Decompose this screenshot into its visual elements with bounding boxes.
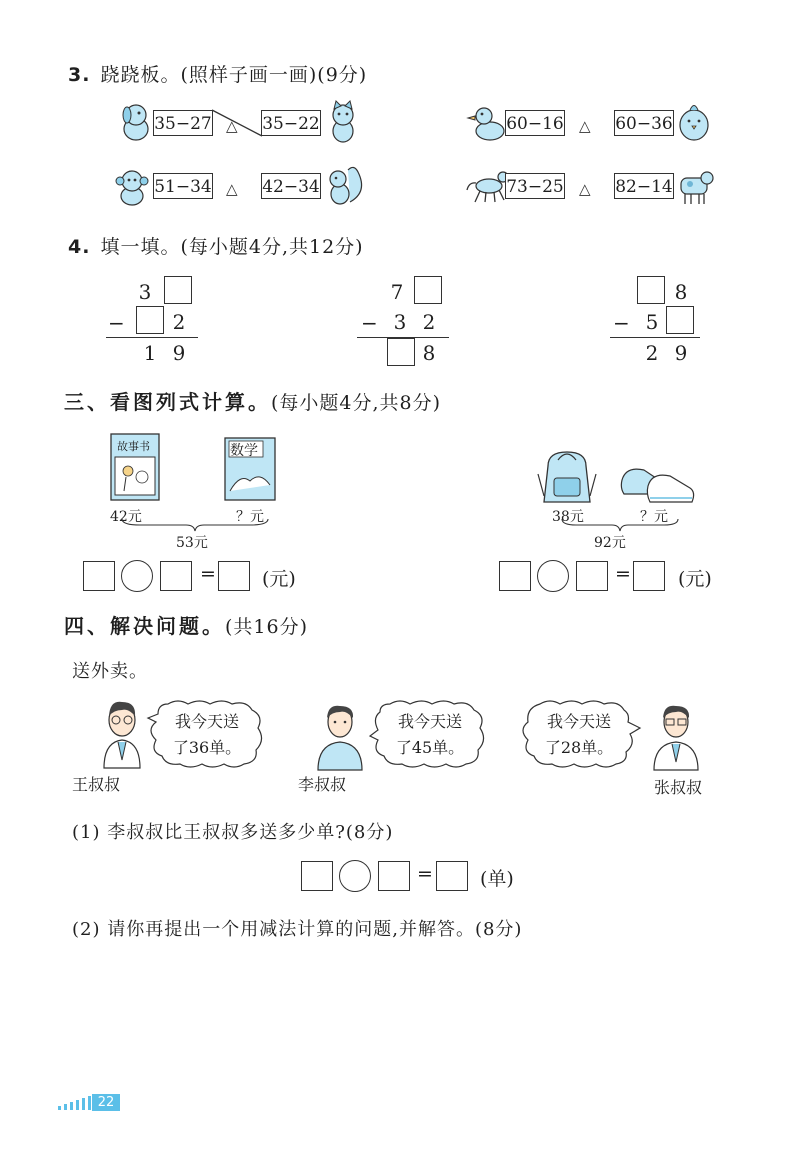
uncle-wang-icon <box>98 698 146 770</box>
cat-icon <box>325 101 361 143</box>
blank-box[interactable] <box>414 276 442 304</box>
expr-box: 35−27 <box>153 110 213 136</box>
operator-circle[interactable] <box>339 860 371 892</box>
triangle-icon: △ <box>226 180 238 198</box>
answer-box[interactable] <box>576 561 608 591</box>
expr-box: 35−22 <box>261 110 321 136</box>
expr-box: 60−16 <box>505 110 565 136</box>
equals-sign: = <box>417 863 433 885</box>
question-1: (1) 李叔叔比王叔叔多送多少单?(8分) <box>72 822 394 843</box>
bar-chart-icon <box>58 1096 92 1110</box>
math-book-title: 数学 <box>230 443 258 459</box>
bubble-text <box>373 709 487 761</box>
cow-icon <box>675 166 715 208</box>
digit: 3 <box>138 280 152 304</box>
blank-box[interactable] <box>637 276 665 304</box>
problem-3-heading: 3. 跷跷板。(照样子画一画)(9分) <box>68 64 368 86</box>
subtraction-line <box>610 337 700 338</box>
unit-label: (单) <box>480 868 514 890</box>
equals-sign: = <box>200 563 216 585</box>
brace-line <box>120 518 270 532</box>
operator-circle[interactable] <box>121 560 153 592</box>
squirrel-icon <box>324 162 364 208</box>
bubble-line: 我今天送 <box>174 712 239 731</box>
answer-box[interactable] <box>499 561 531 591</box>
shoes-icon <box>618 462 698 506</box>
digit: 2 <box>645 341 659 365</box>
digit: 2 <box>422 310 436 334</box>
digit: 2 <box>172 310 186 334</box>
price-label: 38元 <box>552 509 584 525</box>
digit: 9 <box>674 341 688 365</box>
bubble-line: 我今天送 <box>397 712 462 731</box>
expr-box: 73−25 <box>505 173 565 199</box>
duck-icon <box>472 104 506 142</box>
digit: 9 <box>172 341 186 365</box>
expr-box: 42−34 <box>261 173 321 199</box>
digit: 1 <box>143 341 157 365</box>
chick-icon <box>676 101 712 143</box>
answer-box[interactable] <box>378 861 410 891</box>
answer-box[interactable] <box>160 561 192 591</box>
blank-box[interactable] <box>387 338 415 366</box>
equals-sign: = <box>615 563 631 585</box>
blank-box[interactable] <box>164 276 192 304</box>
minus-sign: − <box>361 311 378 335</box>
name-label: 张叔叔 <box>654 778 703 797</box>
expr-box: 51−34 <box>153 173 213 199</box>
expr-box: 60−36 <box>614 110 674 136</box>
uncle-zhang-icon <box>650 702 702 772</box>
answer-box[interactable] <box>436 861 468 891</box>
digit: 7 <box>390 280 404 304</box>
bubble-line: 我今天送 <box>546 712 611 731</box>
operator-circle[interactable] <box>537 560 569 592</box>
brace-line <box>560 518 680 532</box>
section-3-heading: 三、看图列式计算。(每小题4分,共8分) <box>64 390 442 414</box>
intro-text: 送外卖。 <box>72 661 148 682</box>
answer-box[interactable] <box>218 561 250 591</box>
price-label: 42元 <box>110 509 142 525</box>
horse-icon <box>467 168 509 204</box>
bubble-line: 了28单。 <box>544 738 614 757</box>
blank-box[interactable] <box>666 306 694 334</box>
answer-box[interactable] <box>633 561 665 591</box>
answer-box[interactable] <box>301 861 333 891</box>
backpack-icon <box>534 448 600 506</box>
digit: 5 <box>645 310 659 334</box>
price-unknown: ？元 <box>640 509 668 525</box>
subtraction-line <box>106 337 198 338</box>
digit: 8 <box>674 280 688 304</box>
bubble-text <box>150 709 264 761</box>
digit: 8 <box>422 341 436 365</box>
section-4-heading: 四、解决问题。(共16分) <box>64 614 309 638</box>
seesaw-line <box>150 108 325 138</box>
answer-box[interactable] <box>83 561 115 591</box>
minus-sign: − <box>108 311 125 335</box>
digit: 3 <box>393 310 407 334</box>
price-unknown: ？元 <box>236 509 264 525</box>
total-label: 92元 <box>594 535 626 551</box>
page-number: 22 <box>92 1094 120 1111</box>
name-label: 王叔叔 <box>72 775 121 794</box>
total-label: 53元 <box>176 535 208 551</box>
dog-icon <box>118 101 154 143</box>
question-2: (2) 请你再提出一个用减法计算的问题,并解答。(8分) <box>72 919 523 940</box>
triangle-icon: △ <box>226 117 238 135</box>
bubble-text <box>522 709 636 761</box>
triangle-icon: △ <box>579 117 591 135</box>
expr-box: 82−14 <box>614 173 674 199</box>
triangle-icon: △ <box>579 180 591 198</box>
unit-label: (元) <box>262 568 296 590</box>
minus-sign: − <box>613 311 630 335</box>
name-label: 李叔叔 <box>298 775 347 794</box>
blank-box[interactable] <box>136 306 164 334</box>
bubble-line: 了45单。 <box>395 738 465 757</box>
unit-label: (元) <box>678 568 712 590</box>
problem-4-heading: 4. 填一填。(每小题4分,共12分) <box>68 236 364 258</box>
bubble-line: 了36单。 <box>172 738 242 757</box>
storybook-title: 故事书 <box>117 440 150 453</box>
monkey-icon <box>112 166 152 206</box>
uncle-li-icon <box>314 702 366 772</box>
